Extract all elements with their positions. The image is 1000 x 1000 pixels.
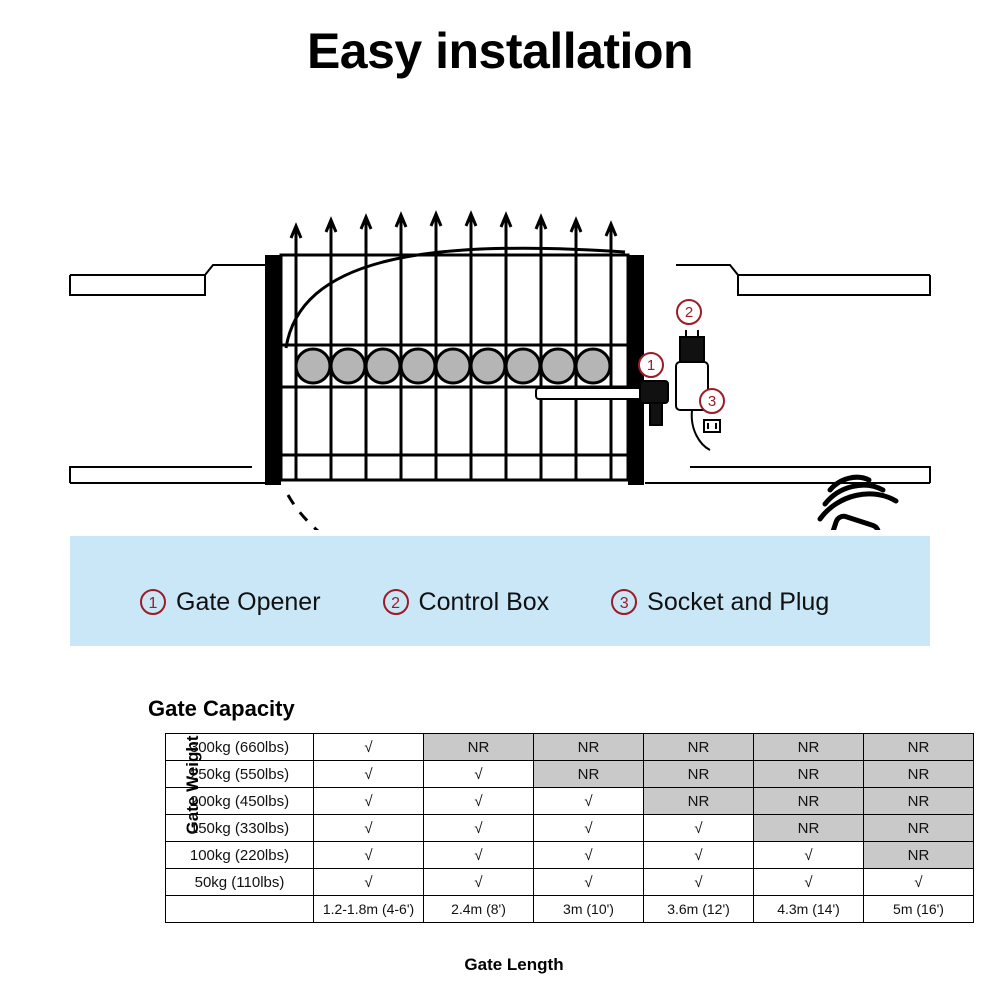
legend-item-socket-and-plug — [611, 588, 829, 617]
cell-not-recommended: NR — [754, 761, 864, 788]
capacity-table — [165, 733, 974, 923]
remote-control-in-hand-icon — [804, 477, 909, 530]
cell-supported: √ — [644, 842, 754, 869]
table-row — [166, 869, 974, 896]
cell-not-recommended: NR — [864, 761, 974, 788]
capacity-table-wrap — [165, 733, 974, 923]
ground-left-inner-line — [70, 467, 252, 483]
column-length-label: 4.3m (14') — [754, 896, 864, 923]
cell-supported: √ — [424, 869, 534, 896]
cell-not-recommended: NR — [424, 734, 534, 761]
cell-supported: √ — [314, 788, 424, 815]
cell-supported: √ — [644, 869, 754, 896]
wall-top-right-line — [676, 265, 930, 275]
wall-left-line — [70, 275, 205, 295]
cell-not-recommended: NR — [754, 734, 864, 761]
cell-not-recommended: NR — [534, 734, 644, 761]
table-row — [166, 842, 974, 869]
cell-supported: √ — [534, 815, 644, 842]
row-weight-label: 50kg (110lbs) — [166, 869, 314, 896]
cell-supported: √ — [314, 761, 424, 788]
legend-label-2: Control Box — [418, 587, 550, 616]
row-weight-label: 200kg (450lbs) — [166, 788, 314, 815]
cell-not-recommended: NR — [644, 788, 754, 815]
legend-number-2: 2 — [383, 589, 409, 615]
callout-3: 3 — [699, 388, 725, 414]
gate-post-left — [265, 255, 281, 485]
gate-swing-arrow — [288, 495, 632, 530]
cell-supported: √ — [314, 842, 424, 869]
legend-number-1: 1 — [140, 589, 166, 615]
column-length-label: 3m (10') — [534, 896, 644, 923]
cell-not-recommended: NR — [864, 842, 974, 869]
callout-2: 2 — [676, 299, 702, 325]
column-length-label: 2.4m (8') — [424, 896, 534, 923]
cell-supported: √ — [644, 815, 754, 842]
gate-decorative-arc — [286, 248, 625, 348]
table-row — [166, 734, 974, 761]
gate-opener-arm — [536, 381, 668, 425]
cell-not-recommended: NR — [864, 788, 974, 815]
cell-supported: √ — [754, 842, 864, 869]
cell-not-recommended: NR — [644, 761, 754, 788]
socket-and-plug — [704, 420, 720, 432]
legend-label-1: Gate Opener — [176, 587, 321, 616]
legend-items — [70, 578, 930, 626]
column-length-label: 5m (16') — [864, 896, 974, 923]
legend-number-3: 3 — [611, 589, 637, 615]
cell-supported: √ — [314, 815, 424, 842]
legend-item-control-box — [383, 588, 550, 617]
row-weight-label: 150kg (330lbs) — [166, 815, 314, 842]
table-row — [166, 788, 974, 815]
legend-item-gate-opener — [140, 588, 321, 617]
cell-supported: √ — [314, 734, 424, 761]
installation-diagram — [0, 100, 1000, 530]
row-weight-label: 300kg (660lbs) — [166, 734, 314, 761]
table-row — [166, 761, 974, 788]
cell-supported: √ — [754, 869, 864, 896]
ground-right-inner-line — [690, 467, 930, 483]
gate-illustration-svg — [0, 100, 1000, 530]
cell-not-recommended: NR — [864, 734, 974, 761]
table-row — [166, 815, 974, 842]
cell-not-recommended: NR — [754, 788, 864, 815]
cell-not-recommended: NR — [534, 761, 644, 788]
callout-1: 1 — [638, 352, 664, 378]
cell-supported: √ — [424, 788, 534, 815]
cell-supported: √ — [864, 869, 974, 896]
cell-supported: √ — [534, 788, 644, 815]
page-title: Easy installation — [306, 23, 694, 79]
footer-blank-cell — [166, 896, 314, 923]
cell-supported: √ — [424, 815, 534, 842]
column-length-label: 3.6m (12') — [644, 896, 754, 923]
row-weight-label: 100kg (220lbs) — [166, 842, 314, 869]
cell-supported: √ — [424, 761, 534, 788]
row-weight-label: 250kg (550lbs) — [166, 761, 314, 788]
table-footer-row — [166, 896, 974, 923]
cell-supported: √ — [534, 869, 644, 896]
cell-not-recommended: NR — [644, 734, 754, 761]
capacity-title: Gate Capacity — [148, 696, 295, 721]
wall-top-left-line — [70, 265, 265, 275]
cell-not-recommended: NR — [864, 815, 974, 842]
wall-right-line — [738, 275, 930, 295]
capacity-y-axis-label: Gate Weight — [183, 735, 202, 835]
cell-supported: √ — [534, 842, 644, 869]
cell-not-recommended: NR — [754, 815, 864, 842]
column-length-label: 1.2-1.8m (4-6') — [314, 896, 424, 923]
cell-supported: √ — [314, 869, 424, 896]
legend-label-3: Socket and Plug — [647, 587, 830, 616]
capacity-x-axis-label: Gate Length — [464, 955, 564, 974]
cell-supported: √ — [424, 842, 534, 869]
gate-circle-ornaments — [296, 349, 610, 383]
